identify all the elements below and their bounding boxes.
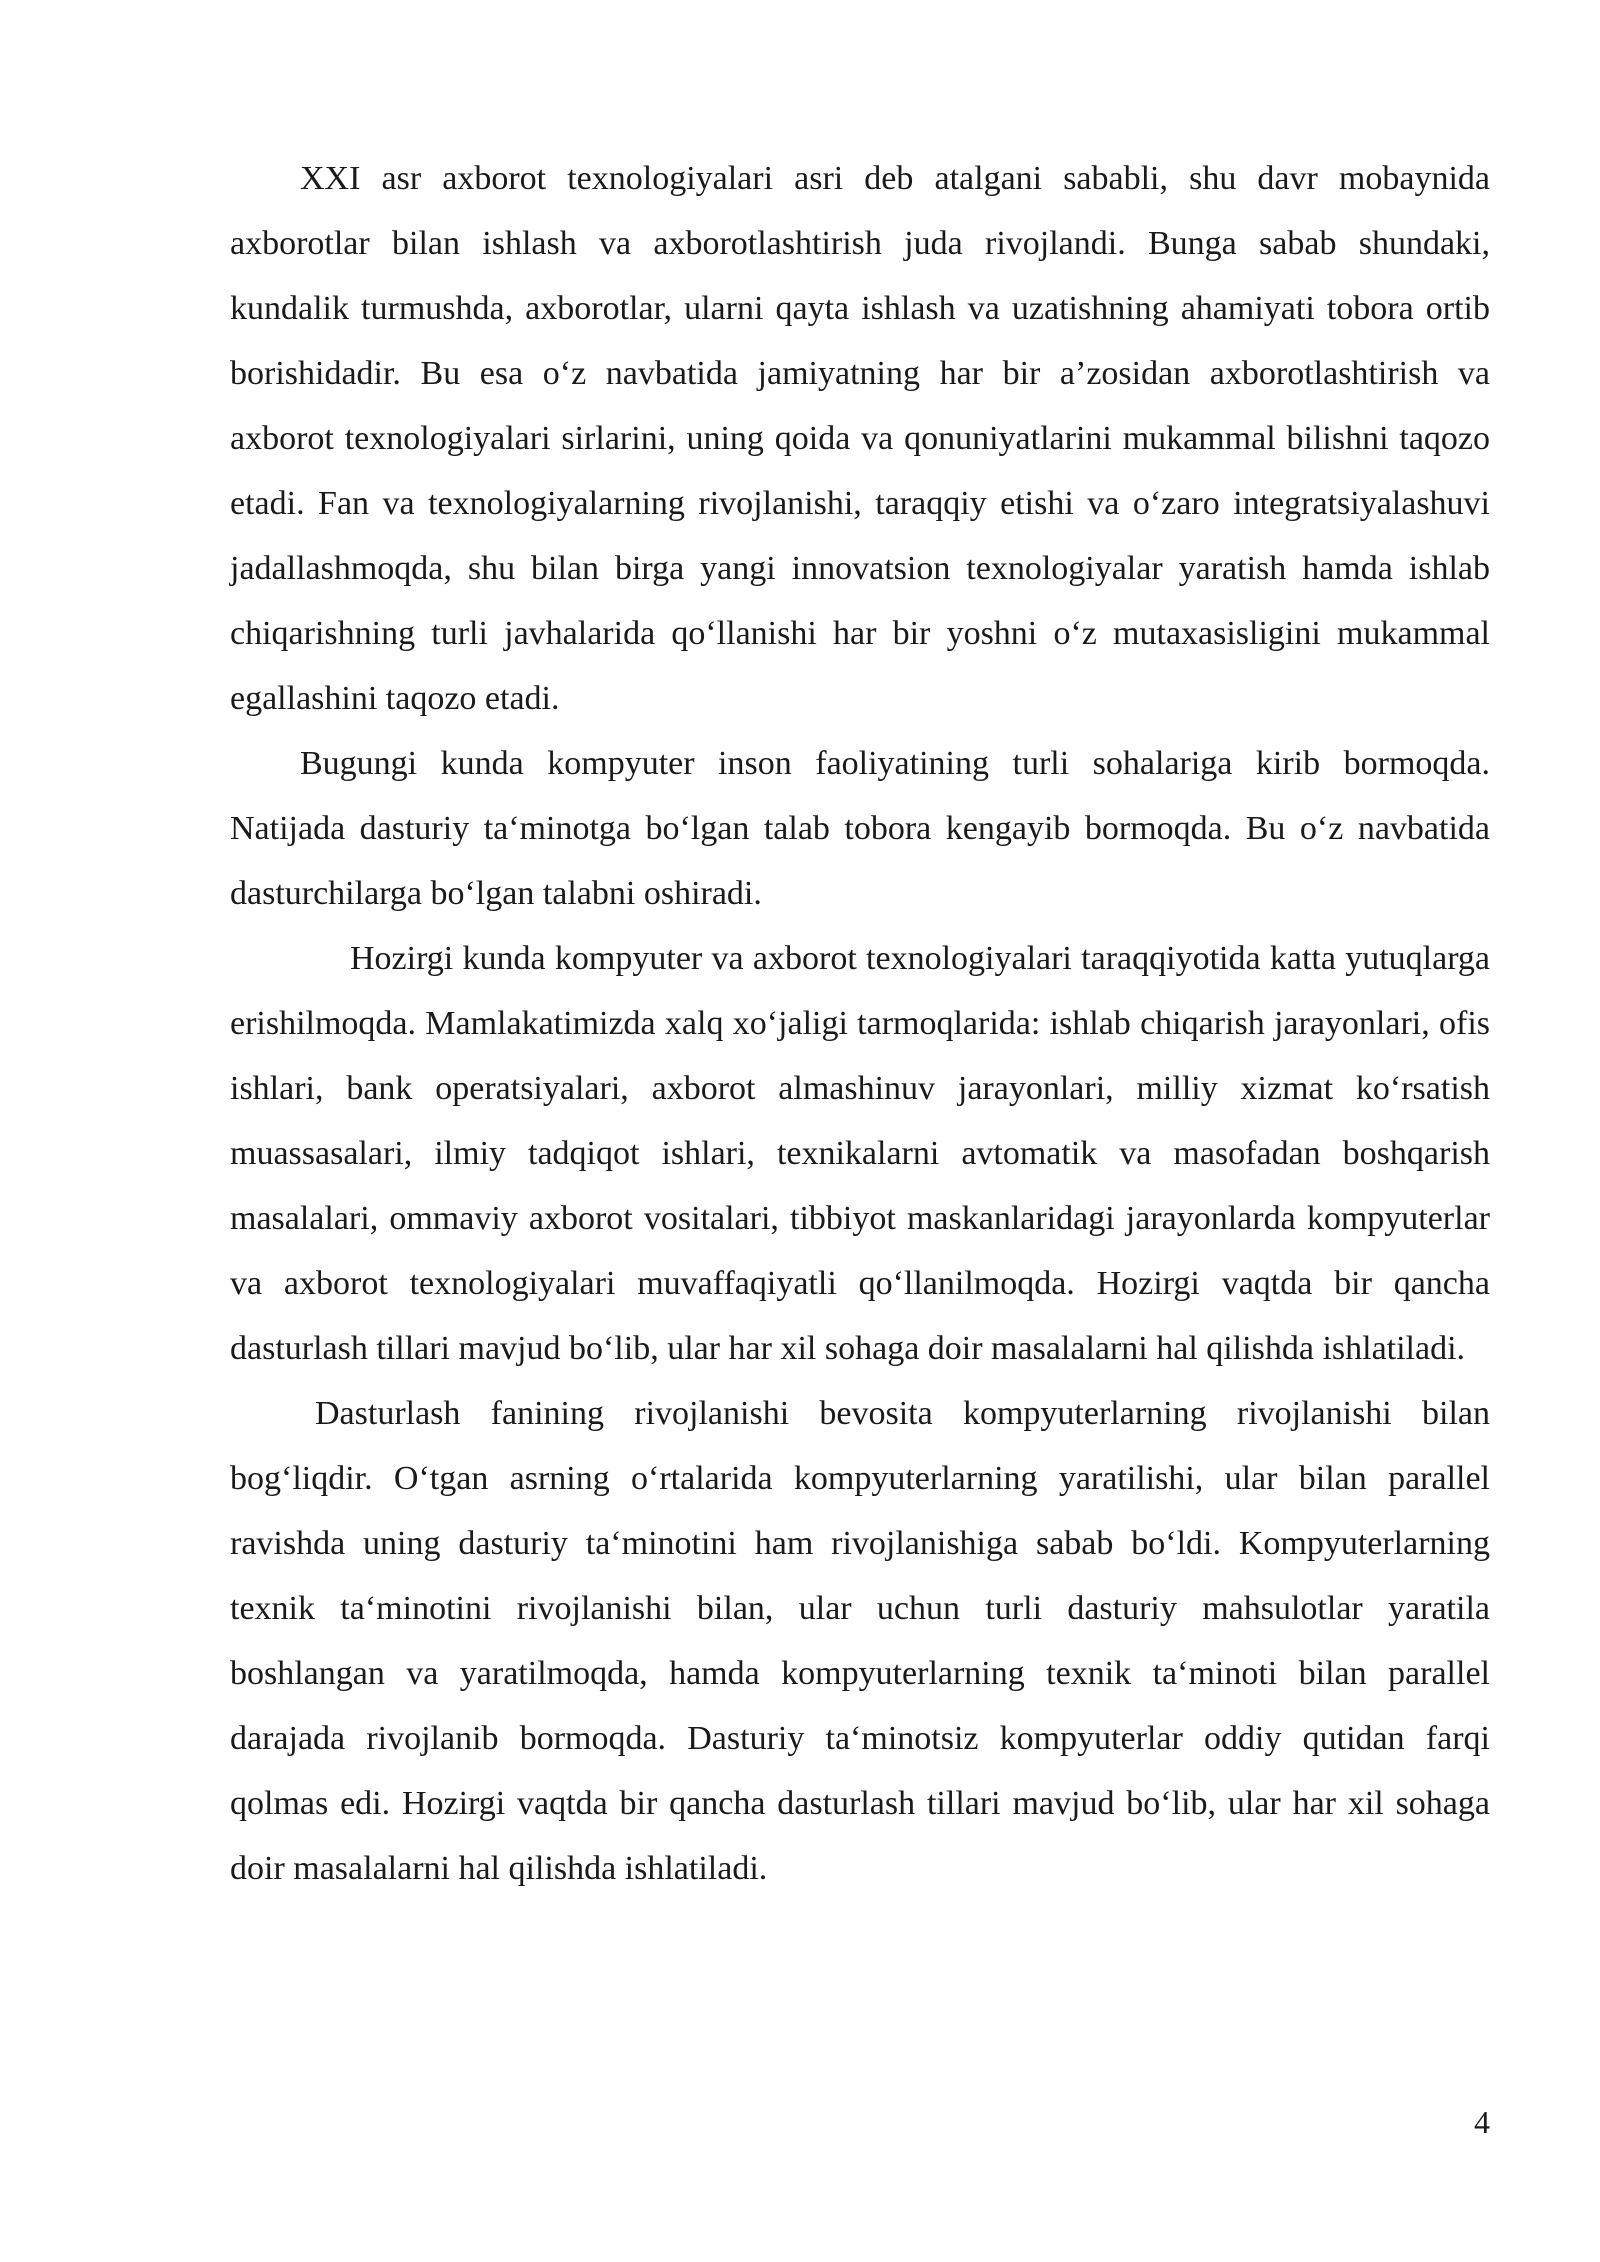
paragraph-1: XXI asr axborot texnologiyalari asri deb atalgani sababli, shu davr mobaynida axborotlar bilan ishlash va axborotlashtirish juda rivojlandi. Bunga sabab shundaki, kundalik turmushda, axborotlar, ularni qayta ishlash va uzatishning ahamiyati tobora ortib borishidadir. Bu esa o‘z navbatida jamiyatning har bir a’zosidan axborotlashtirish va axborot texnologiyalari sirlarini, uning qoida va qonuniyatlarini mukammal bilishni taqozo etadi. Fan va texnologiyalarning rivojlanishi, taraqqiy etishi va o‘zaro integratsiyalashuvi jadallashmoqda, shu bilan birga yangi innovatsion texnologiyalar yaratish hamda ishlab chiqarishning turli javhalarida qo‘llanishi har bir yoshni o‘z mutaxasisligini mukammal egallashini taqozo etadi. [230,160,1490,717]
paragraph-4: Dasturlash fanining rivojlanishi bevosita kompyuterlarning rivojlanishi bilan bog‘liqdir. O‘tgan asrning o‘rtalarida kompyuterlarning yaratilishi, ular bilan parallel ravishda uning dasturiy ta‘minotini ham rivojlanishiga sabab bo‘ldi. Kompyuterlarning texnik ta‘minotini rivojlanishi bilan, ular uchun turli dasturiy mahsulotlar yaratila boshlangan va yaratilmoqda, hamda kompyuterlarning texnik ta‘minoti bilan parallel darajada rivojlanib bormoqda. Dasturiy ta‘minotsiz kompyuterlar oddiy qutidan farqi qolmas edi. Hozirgi vaqtda bir qancha dasturlash tillari mavjud bo‘lib, ular har xil sohaga doir masalalarni hal qilishda ishlatiladi. [230,1395,1490,1887]
paragraph-2: Bugungi kunda kompyuter inson faoliyatining turli sohalariga kirib bormoqda. Natijada dasturiy ta‘minotga bo‘lgan talab tobora kengayib bormoqda. Bu o‘z navbatida dasturchilarga bo‘lgan talabni oshiradi. [230,745,1490,912]
paragraph-3: Hozirgi kunda kompyuter va axborot texnologiyalari taraqqiyotida katta yutuqlarga erishilmoqda. Mamlakatimizda xalq xo‘jaligi tarmoqlarida: ishlab chiqarish jarayonlari, ofis ishlari, bank operatsiyalari, axborot almashinuv jarayonlari, milliy xizmat ko‘rsatish muassasalari, ilmiy tadqiqot ishlari, texnikalarni avtomatik va masofadan boshqarish masalalari, ommaviy axborot vositalari, tibbiyot maskanlaridagi jarayonlarda kompyuterlar va axborot texnologiyalari muvaffaqiyatli qo‘llanilmoqda. Hozirgi vaqtda bir qancha dasturlash tillari mavjud bo‘lib, ular har xil sohaga doir masalalarni hal qilishda ishlatiladi. [230,940,1490,1367]
body-text [230,146,1490,1901]
page-number: 4 [1474,2104,1490,2140]
